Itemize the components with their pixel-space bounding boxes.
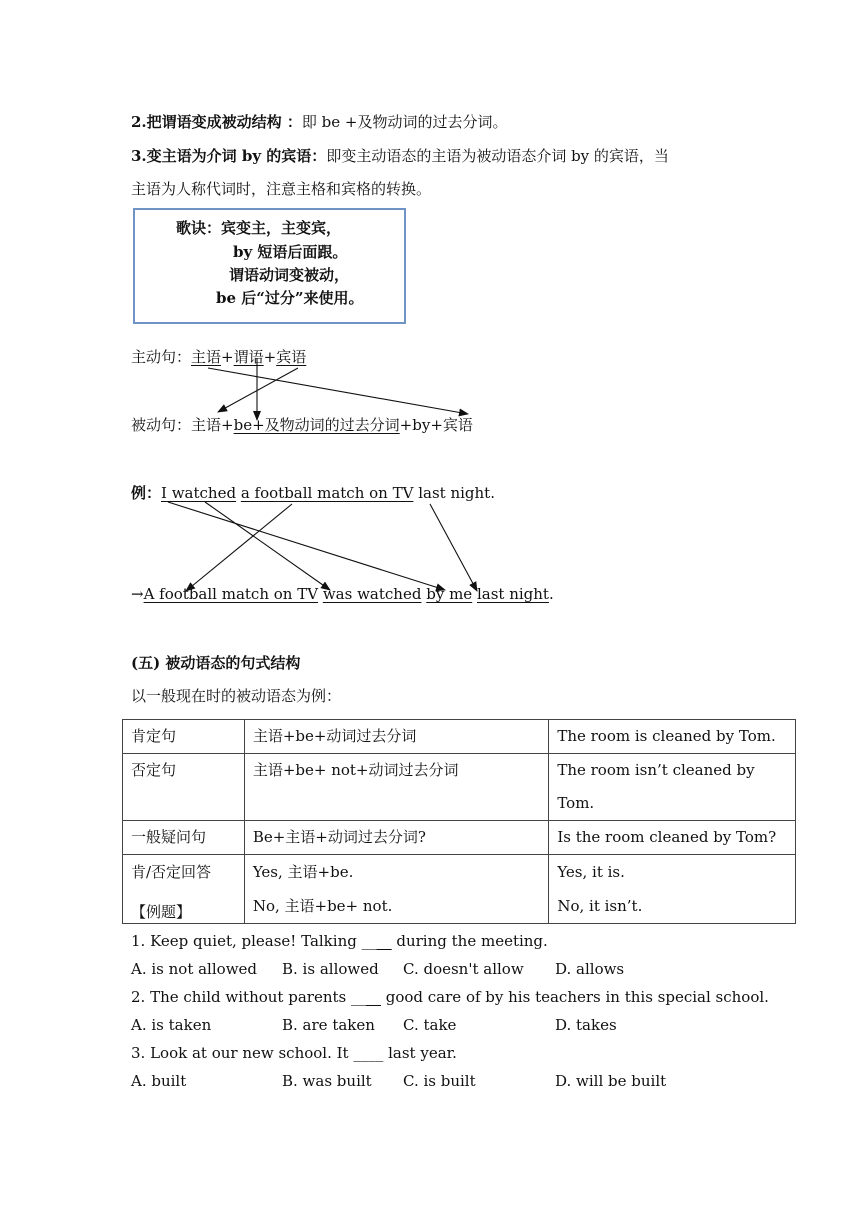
mnemonic-line-2: by 短语后面跟。 (233, 243, 348, 261)
mnemonic-line-4: be 后“过分”来使用。 (216, 289, 364, 307)
answer-structure-no: No, 主语+be+ not. (252, 897, 393, 915)
question-1-blank: __ (376, 932, 392, 950)
example-passive-verb: was watched (322, 585, 422, 603)
answer-structure-yes: Yes, 主语+be. (252, 863, 354, 881)
active-plus-1: + (221, 348, 234, 366)
mnemonic-line-3: 谓语动词变被动， (229, 266, 350, 284)
question-1-stem: 1. Keep quiet, please! Talking __ (131, 932, 377, 950)
q1-option-b: B. is allowed (282, 960, 379, 978)
table-cell-structure: 主语+be+动词过去分词 (244, 720, 549, 754)
example-rest: last night. (413, 484, 495, 502)
question-3: 3. Look at our new school. It ____ last year. (131, 1044, 457, 1062)
arrow-object-to-passive-subject (186, 504, 292, 591)
rule-2-label: 2.把谓语变成被动结构 ： (131, 113, 302, 131)
passive-plus-1: + (221, 416, 234, 434)
active-subject: 主语 (191, 348, 222, 366)
passive-structure-table (122, 719, 796, 924)
example-label: 例： (131, 484, 162, 502)
section-5-title: (五) 被动语态的句式结构 (131, 654, 301, 672)
q1-option-a: A. is not allowed (131, 960, 258, 978)
active-verb: 谓语 (233, 348, 264, 366)
example-object: a football match on TV (240, 484, 414, 502)
arrow-time-to-time (430, 504, 477, 591)
passive-label: 被动句： (131, 416, 192, 434)
example-passive-subject: A football match on TV (143, 585, 319, 603)
question-1-tail: during the meeting. (391, 932, 548, 950)
example-passive-by: by me (426, 585, 473, 603)
rule-3-label: 3.变主语为介词 by 的宾语： (131, 147, 327, 165)
answer-example-no: No, it isn’t. (557, 897, 643, 915)
table-row (123, 821, 796, 855)
example-passive-time: last night (476, 585, 549, 603)
q3-option-c: C. is built (403, 1072, 476, 1090)
question-1 (131, 931, 548, 951)
q2-option-a: A. is taken (131, 1016, 212, 1034)
passive-be-part: be+及物动词的过去分词 (233, 416, 400, 434)
table-row (123, 720, 796, 754)
table-cell-example (549, 855, 796, 924)
answer-example-yes: Yes, it is. (557, 863, 625, 881)
q3-option-b: B. was built (282, 1072, 372, 1090)
table-cell-example: The room is cleaned by Tom. (549, 720, 796, 754)
mnemonic-line-1: 歌诀：宾变主，主变宾， (176, 219, 342, 237)
q2-option-b: B. are taken (282, 1016, 375, 1034)
question-2 (131, 987, 769, 1007)
table-cell-type: 肯/否定回答 (123, 855, 245, 924)
table-cell-type: 一般疑问句 (123, 821, 245, 855)
example-i-watched: I watched (161, 484, 237, 502)
table-cell-structure (244, 855, 549, 924)
active-label: 主动句： (131, 348, 192, 366)
passive-subject: 主语 (191, 416, 222, 434)
rule-3-line2: 主语为人称代词时，注意主格和宾格的转换。 (131, 180, 432, 198)
passive-by-object: +by+宾语 (399, 416, 473, 434)
arrow-object-to-subject (218, 368, 298, 412)
rule-3-text: 即变主动语态的主语为被动语态介词 by 的宾语，当 (326, 147, 669, 165)
table-row (123, 754, 796, 821)
q2-option-c: C. take (403, 1016, 457, 1034)
active-plus-2: + (263, 348, 277, 366)
table-cell-structure: 主语+be+ not+动词过去分词 (244, 754, 549, 821)
active-object: 宾语 (276, 348, 307, 366)
table-cell-example: Is the room cleaned by Tom? (549, 821, 796, 855)
section-5-intro: 以一般现在时的被动语态为例： (131, 687, 342, 705)
exercises-title: 【例题】 (131, 903, 192, 921)
q1-option-d: D. allows (555, 960, 625, 978)
example-passive-end: . (548, 585, 554, 603)
rule-2-text: 即 be +及物动词的过去分词。 (301, 113, 508, 131)
table-cell-structure: Be+主语+动词过去分词? (244, 821, 549, 855)
question-2-blank: __ (365, 988, 381, 1006)
q3-option-a: A. built (131, 1072, 187, 1090)
table-cell-example: The room isn’t cleaned by Tom. (549, 754, 796, 821)
q2-option-d: D. takes (555, 1016, 617, 1034)
q3-option-d: D. will be built (555, 1072, 667, 1090)
question-2-tail: good care of by his teachers in this special school. (380, 988, 769, 1006)
q1-option-c: C. doesn't allow (403, 960, 524, 978)
arrow-subject-to-by (208, 368, 468, 414)
arrow-glyph: → (131, 585, 144, 603)
table-row (123, 855, 796, 924)
table-cell-type: 肯定句 (123, 720, 245, 754)
question-2-stem: 2. The child without parents __ (131, 988, 366, 1006)
arrow-watched-to-was-watched (205, 502, 330, 590)
table-cell-type: 否定句 (123, 754, 245, 821)
arrow-i-to-me (168, 502, 445, 590)
